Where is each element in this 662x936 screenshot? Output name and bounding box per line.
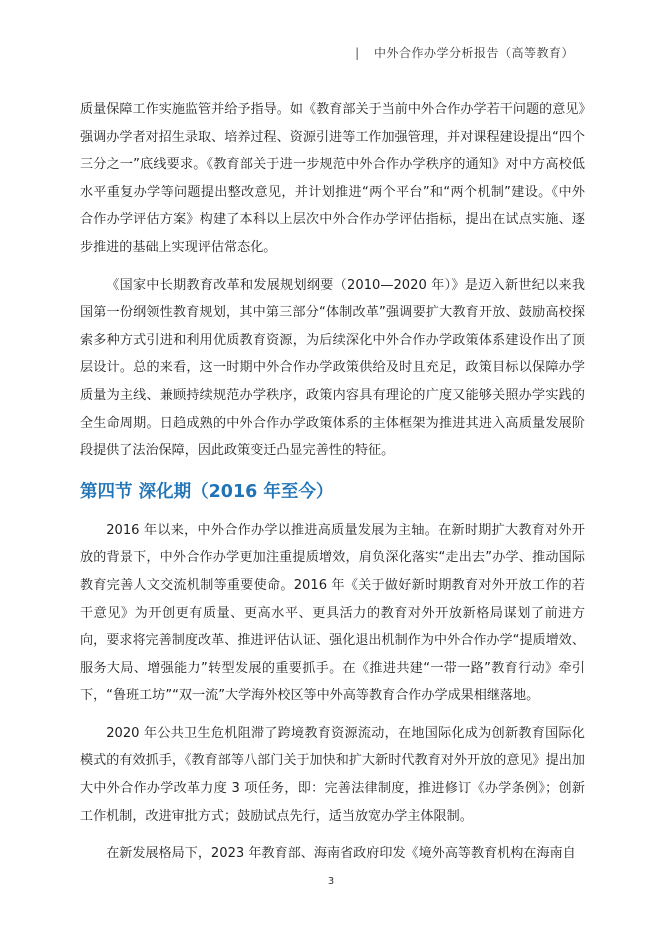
header-title: 中外合作办学分析报告（高等教育） [373,46,574,60]
header-divider: | [355,46,360,60]
page-header [355,44,574,61]
paragraph-1: 质量保障工作实施监管并给予指导。如《教育部关于当前中外合作办学若干问题的意见》强调办学者对招生录取、培养过程、资源引进等工作加强管理，并对课程建设提出“四个三分之一”底线要求。《教育部关于进一步规范中外合作办学秩序的通知》对中方高校低水平重复办学等问题提出整改意见，并计划推进“两个平台”和“两个机制”建设。《中外合作办学评估方案》构建了本科以上层次中外合作办学评估指标，提出在试点实施、逐步推进的基础上实现评估常态化。 [80,102,585,255]
section-heading: 第四节 深化期（2016 年至今） [80,481,334,502]
paragraph-4: 2020 年公共卫生危机阻滞了跨境教育资源流动，在地国际化成为创新教育国际化模式的有效抓手，《教育部等八部门关于加快和扩大新时代教育对外开放的意见》提出加大中外合作办学改革力度 3 项任务，即：完善法律制度，推进修订《办学条例》；创新工作机制，改进审批方式；鼓励试点先行，适当放宽办学主体限制。 [80,725,585,824]
document-body [80,96,585,868]
paragraph-3: 2016 年以来，中外合作办学以推进高质量发展为主轴。在新时期扩大教育对外开放的背景下，中外合作办学更加注重提质增效，肩负深化落实“走出去”办学、推动国际教育完善人文交流机制等重要使命。2016 年《关于做好新时期教育对外开放工作的若干意见》为开创更有质量、更高水平、更具活力的教育对外开放新格局谋划了前进方向，要求将完善制度改革、推进评估认证、强化退出机制作为中外合作办学“提质增效、服务大局、增强能力”转型发展的重要抓手。在《推进共建“一带一路”教育行动》牵引下，“鲁班工坊”“双一流”大学海外校区等中外高等教育合作办学成果相继落地。 [80,522,585,704]
paragraph-2: 《国家中长期教育改革和发展规划纲要（2010—2020 年）》是迈入新世纪以来我国第一份纲领性教育规划，其中第三部分“体制改革”强调要扩大教育开放、鼓励高校探索多种方式引进和利用优质教育资源，为后续深化中外合作办学政策体系建设作出了顶层设计。总的来看，这一时期中外合作办学政策供给及时且充足，政策目标以保障办学质量为主线、兼顾持续规范办学秩序，政策内容具有理论的广度又能够关照办学实践的全生命周期。日趋成熟的中外合作办学政策体系的主体框架为推进其进入高质量发展阶段提供了法治保障，因此政策变迁凸显完善性的特征。 [80,277,585,459]
page-number: 3 [327,876,335,887]
paragraph-5: 在新发展格局下，2023 年教育部、海南省政府印发《境外高等教育机构在海南自 [106,846,576,862]
